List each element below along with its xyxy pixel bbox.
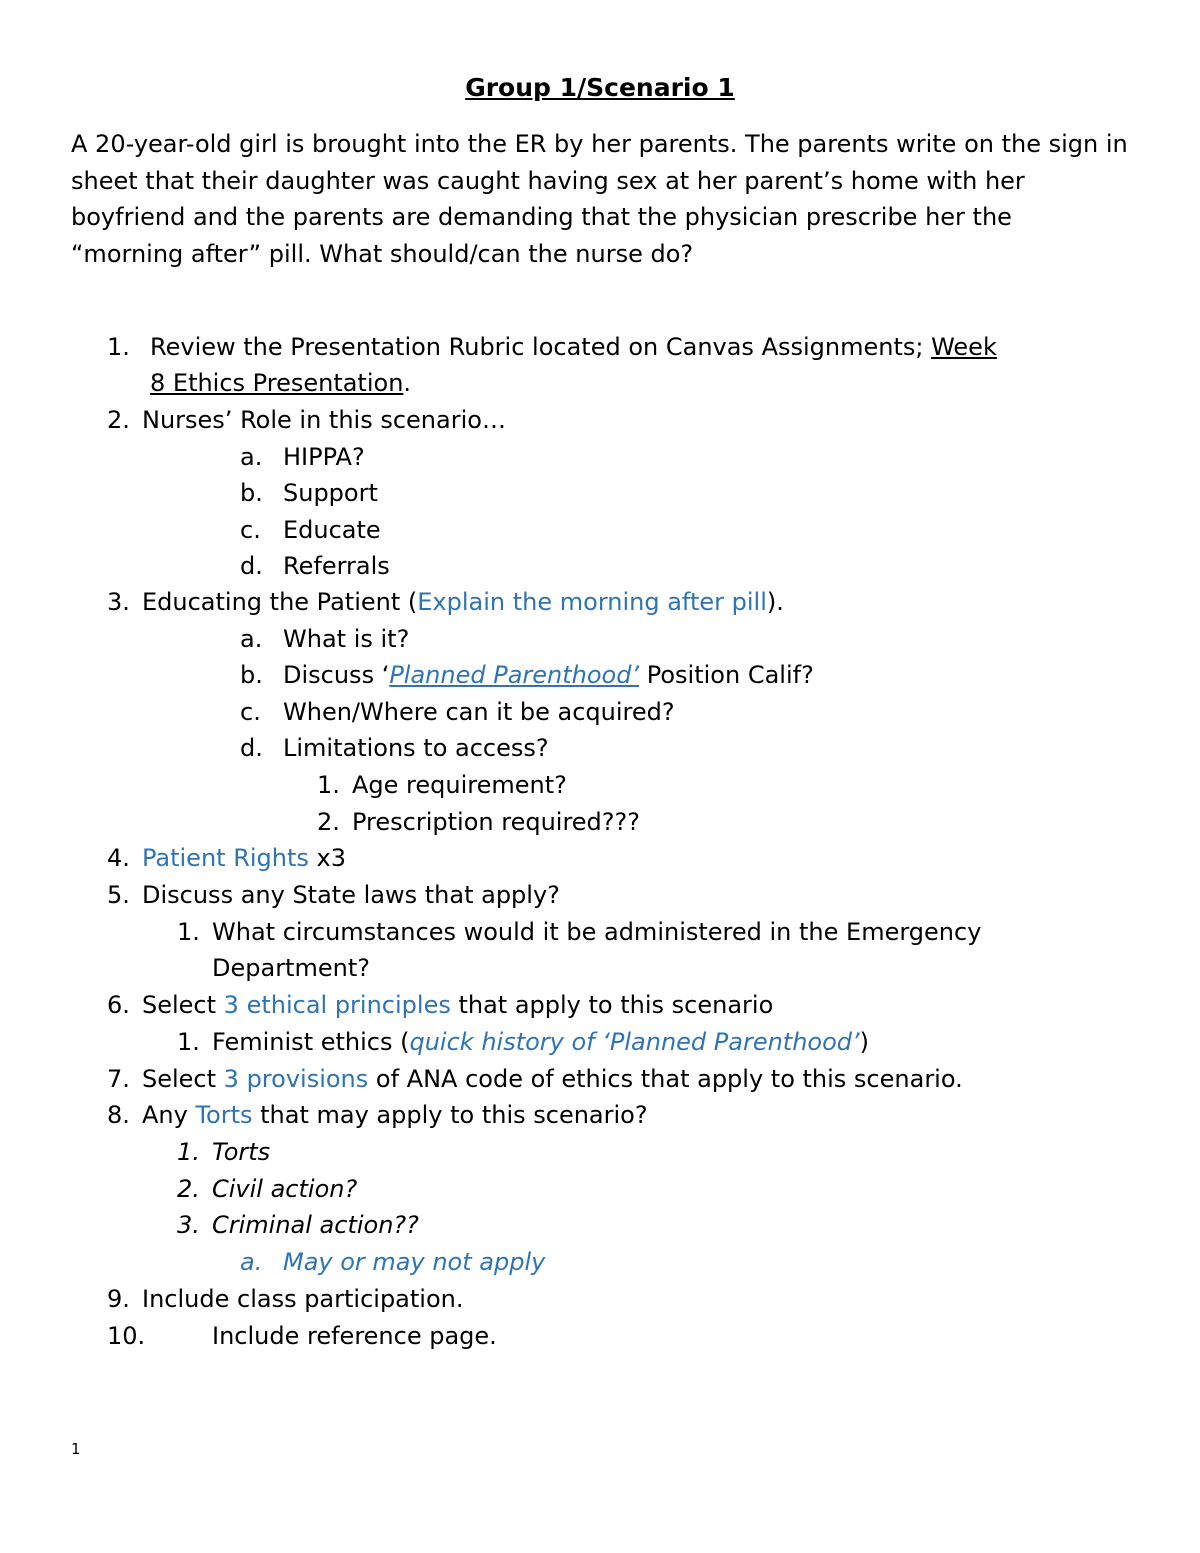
- sub-marker: 2.: [177, 1175, 200, 1203]
- planned-parenthood-link[interactable]: Planned Parenthood’: [389, 661, 640, 689]
- sub-item-hippa: HIPPA?: [283, 443, 365, 471]
- list-item-9: Include class participation.: [142, 1285, 464, 1313]
- sub-sub-marker: 2.: [317, 808, 340, 836]
- sub-marker: d.: [240, 552, 263, 580]
- list-number: 3.: [107, 588, 130, 616]
- list-number: 10.: [107, 1322, 146, 1350]
- list-number: 1.: [107, 333, 130, 361]
- page-number: 1: [71, 1440, 81, 1458]
- document-title: Group 1/Scenario 1: [465, 73, 735, 102]
- sub-item-civil-action: Civil action?: [212, 1175, 358, 1203]
- sub-marker: 1.: [177, 1138, 200, 1166]
- ethical-principles-note: 3 ethical principles: [223, 991, 451, 1019]
- list-item-4: Patient Rights x3: [142, 844, 347, 872]
- ethics-presentation-link[interactable]: 8 Ethics Presentation: [150, 369, 404, 397]
- sub-item-referrals: Referrals: [283, 552, 390, 580]
- list-item-1-cont: 8 Ethics Presentation.: [150, 369, 412, 397]
- sub-item-support: Support: [283, 479, 378, 507]
- sub-marker: c.: [240, 516, 261, 544]
- sub-sub-item-age: Age requirement?: [352, 771, 567, 799]
- scenario-paragraph: A 20-year-old girl is brought into the ER by her parents. The parents write on the sign in sheet that their daughter was caught having sex at her parent’s home with her boyfriend and the parents are demanding that the physician prescribe her the “morning after” pill. What should/can the nurse do?: [71, 130, 1128, 269]
- sub-item-when-where: When/Where can it be acquired?: [283, 698, 675, 726]
- list-number: 6.: [107, 991, 130, 1019]
- morning-after-pill-note: Explain the morning after pill: [417, 588, 767, 616]
- list-number: 5.: [107, 881, 130, 909]
- list-item-2: Nurses’ Role in this scenario…: [142, 406, 506, 434]
- sub-item-educate: Educate: [283, 516, 381, 544]
- list-number: 4.: [107, 844, 130, 872]
- sub-item-torts: Torts: [212, 1138, 271, 1166]
- sub-item-criminal-action: Criminal action??: [212, 1211, 419, 1239]
- sub-sub-marker: a.: [240, 1248, 263, 1276]
- sub-marker: b.: [240, 661, 263, 689]
- patient-rights-note: Patient Rights: [142, 844, 309, 872]
- list-item-3: Educating the Patient (Explain the morning after pill).: [142, 588, 784, 616]
- list-number: 2.: [107, 406, 130, 434]
- list-item-1: [150, 329, 997, 365]
- sub-marker: 1.: [177, 1028, 200, 1056]
- list-item-7: Select 3 provisions of ANA code of ethics that apply to this scenario.: [142, 1065, 963, 1093]
- list-number: 7.: [107, 1065, 130, 1093]
- sub-marker: b.: [240, 479, 263, 507]
- list-number: 8.: [107, 1101, 130, 1129]
- provisions-note: 3 provisions: [223, 1065, 369, 1093]
- sub-marker: d.: [240, 734, 263, 762]
- sub-item-circumstances-cont: Department?: [212, 954, 370, 982]
- sub-item-limitations: Limitations to access?: [283, 734, 549, 762]
- list-item-6: Select 3 ethical principles that apply to this scenario: [142, 991, 774, 1019]
- sub-sub-item-prescription: Prescription required???: [352, 808, 640, 836]
- sub-marker: a.: [240, 443, 263, 471]
- sub-marker: a.: [240, 625, 263, 653]
- sub-item-what-is-it: What is it?: [283, 625, 410, 653]
- quick-history-note: quick history of ‘Planned Parenthood’: [409, 1028, 860, 1056]
- list-item-8: Any Torts that may apply to this scenario?: [142, 1101, 648, 1129]
- sub-marker: c.: [240, 698, 261, 726]
- sub-marker: 3.: [177, 1211, 200, 1239]
- torts-note: Torts: [195, 1101, 253, 1129]
- sub-item-feminist-ethics: Feminist ethics (quick history of ‘Planned Parenthood’): [212, 1028, 870, 1056]
- list-item-text: Review the Presentation Rubric located on Canvas Assignments;: [150, 333, 932, 361]
- list-item-10: Include reference page.: [212, 1322, 497, 1350]
- week-8-link[interactable]: Week: [931, 333, 997, 361]
- sub-item-circumstances: What circumstances would it be administered in the Emergency: [212, 918, 982, 946]
- list-number: 9.: [107, 1285, 130, 1313]
- sub-marker: 1.: [177, 918, 200, 946]
- sub-sub-item-may-apply: May or may not apply: [283, 1248, 546, 1276]
- sub-sub-marker: 1.: [317, 771, 340, 799]
- list-item-5: Discuss any State laws that apply?: [142, 881, 560, 909]
- sub-item-discuss: Discuss ‘Planned Parenthood’ Position Calif?: [283, 661, 814, 689]
